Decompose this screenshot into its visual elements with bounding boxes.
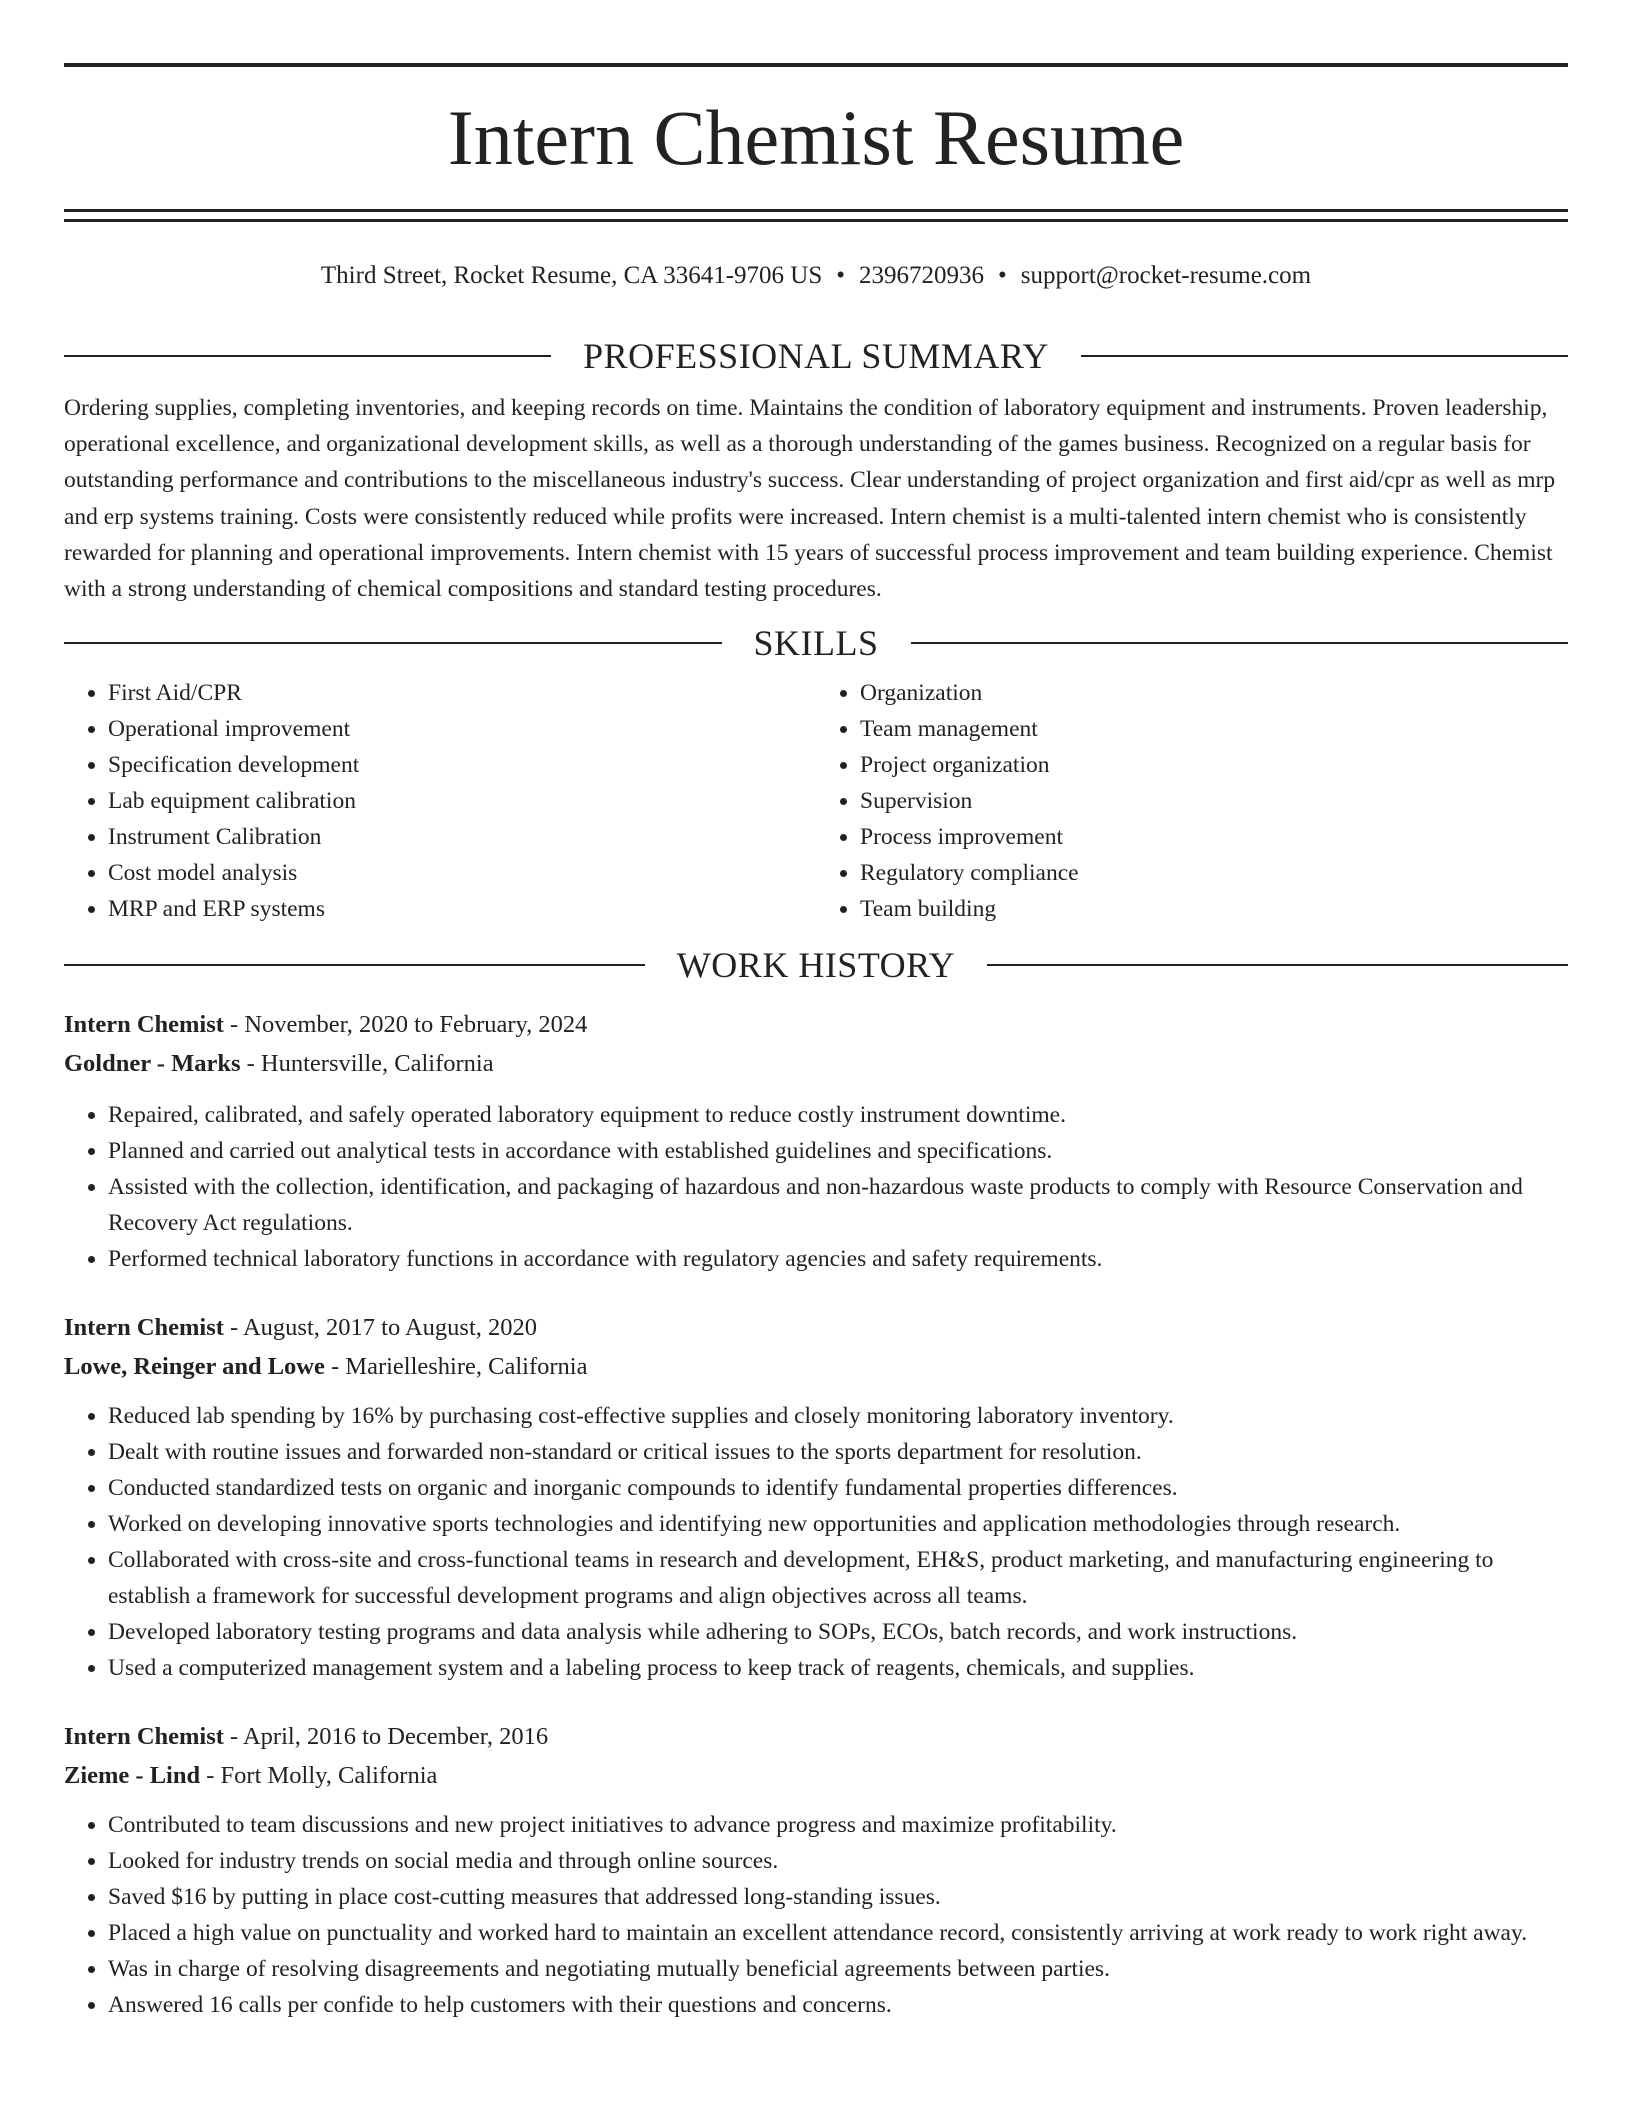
job-company-line <box>64 1044 1568 1083</box>
job-company-line <box>64 1347 1568 1386</box>
skills-column-right <box>816 675 1568 927</box>
job-bullet: • Answered 16 calls per confide to help customers with their questions and concerns. <box>108 1987 1568 2023</box>
skill-item: • Supervision <box>860 783 1568 819</box>
summary-text: Ordering supplies, completing inventories, and keeping records on time. Maintains the condition of laboratory equipment and instruments. Proven leadership, operational excellence, and organizational development skills, as well as a thorough understanding of the games business. Recognized on a regular basis for outstanding performance and contributions to the miscellaneous industry's success. Clear understanding of project organization and first aid/cpr as well as mrp and erp systems training. Costs were consistently reduced while profits were increased. Intern chemist is a multi-talented intern chemist who is consistently rewarded for planning and operational improvements. Intern chemist with 15 years of successful process improvement and team building experience. Chemist with a strong understanding of chemical compositions and standard testing procedures. <box>64 395 1556 603</box>
contact-separator: • <box>998 262 1007 289</box>
skills-list <box>64 675 1568 927</box>
job-bullet: • Repaired, calibrated, and safely operated laboratory equipment to reduce costly instrument downtime. <box>108 1097 1568 1133</box>
job-bullet: • Was in charge of resolving disagreements and negotiating mutually beneficial agreements between parties. <box>108 1951 1568 1987</box>
job-entry <box>64 1717 1568 2023</box>
job-bullet: • Used a computerized management system and a labeling process to keep track of reagents, chemicals, and supplies. <box>108 1650 1568 1686</box>
summary-heading-label: PROFESSIONAL SUMMARY <box>583 336 1049 376</box>
work-heading <box>64 943 1568 987</box>
job-company: Lowe, Reinger and Lowe <box>64 1353 325 1381</box>
heading-rule <box>911 642 1569 644</box>
job-title-line <box>64 1717 1568 1756</box>
job-title: Intern Chemist <box>64 1723 224 1751</box>
contact-address: Third Street, Rocket Resume, CA 33641-9706 US <box>320 262 823 289</box>
job-bullet: • Reduced lab spending by 16% by purchasing cost-effective supplies and closely monitoring laboratory inventory. <box>108 1398 1568 1434</box>
job-company: Zieme - Lind <box>64 1762 201 1790</box>
skill-item: • Lab equipment calibration <box>108 783 816 819</box>
job-bullets <box>64 1097 1568 1277</box>
heading-rule <box>64 355 551 357</box>
skill-item: • Organization <box>860 675 1568 711</box>
header-rule-lower <box>64 219 1568 222</box>
job-title: Intern Chemist <box>64 1314 224 1342</box>
contact-separator: • <box>836 262 846 289</box>
job-bullet: • Saved $16 by putting in place cost-cutting measures that addressed long-standing issues. <box>108 1879 1568 1915</box>
job-bullet: • Planned and carried out analytical tests in accordance with established guidelines and specifications. <box>108 1133 1568 1169</box>
header-rule-upper <box>64 209 1568 212</box>
skills-heading-label: SKILLS <box>753 623 879 664</box>
job-company-line <box>64 1756 1568 1795</box>
summary-heading <box>64 334 1568 378</box>
skills-column-left <box>64 675 816 927</box>
job-bullets <box>64 1807 1568 2023</box>
resume-page <box>64 0 1568 2023</box>
job-bullet: • Looked for industry trends on social media and through online sources. <box>108 1843 1568 1879</box>
job-entry <box>64 1308 1568 1686</box>
heading-rule <box>64 642 722 644</box>
job-bullet: • Performed technical laboratory functions in accordance with regulatory agencies and safety requirements. <box>108 1241 1568 1277</box>
skill-item: • Regulatory compliance <box>860 855 1568 891</box>
job-bullet: • Collaborated with cross-site and cross-functional teams in research and development, EH&S, product marketing, and manufacturing engineering to establish a framework for successful development programs and align objectives across all teams. <box>108 1542 1568 1614</box>
job-title: Intern Chemist <box>64 1011 224 1039</box>
page-title: Intern Chemist Resume <box>447 94 1185 181</box>
skills-heading <box>64 621 1568 665</box>
work-heading-label: WORK HISTORY <box>676 945 956 986</box>
job-entry <box>64 1005 1568 1277</box>
job-location: - Marielleshire, California <box>324 1353 588 1381</box>
job-dates: - August, 2017 to August, 2020 <box>223 1314 538 1342</box>
job-title-line <box>64 1005 1568 1044</box>
skill-item: • Team building <box>860 891 1568 927</box>
job-bullet: • Dealt with routine issues and forwarded non-standard or critical issues to the sports department for resolution. <box>108 1434 1568 1470</box>
job-dates: - November, 2020 to February, 2024 <box>223 1011 588 1039</box>
heading-rule <box>987 964 1568 966</box>
contact-line <box>64 258 1568 294</box>
job-bullet: • Placed a high value on punctuality and worked hard to maintain an excellent attendance record, consistently arriving at work ready to work right away. <box>108 1915 1568 1951</box>
job-bullet: • Worked on developing innovative sports technologies and identifying new opportunities and application methodologies through research. <box>108 1506 1568 1542</box>
skill-item: • Team management <box>860 711 1568 747</box>
skill-item: • Operational improvement <box>108 711 816 747</box>
job-bullet: • Assisted with the collection, identification, and packaging of hazardous and non-hazardous waste products to comply with Resource Conservation and Recovery Act regulations. <box>108 1169 1568 1241</box>
job-company: Goldner - Marks <box>64 1050 241 1078</box>
job-bullet: • Conducted standardized tests on organic and inorganic compounds to identify fundamental properties differences. <box>108 1470 1568 1506</box>
skill-item: • Project organization <box>860 747 1568 783</box>
skill-item: • First Aid/CPR <box>108 675 816 711</box>
job-dates: - April, 2016 to December, 2016 <box>223 1723 549 1751</box>
skill-item: • Process improvement <box>860 819 1568 855</box>
skill-item: • MRP and ERP systems <box>108 891 816 927</box>
job-bullets <box>64 1398 1568 1686</box>
job-bullet: • Contributed to team discussions and new project initiatives to advance progress and maximize profitability. <box>108 1807 1568 1843</box>
heading-rule <box>64 964 645 966</box>
skill-item: • Specification development <box>108 747 816 783</box>
heading-rule <box>1081 355 1568 357</box>
job-location: - Huntersville, California <box>240 1050 494 1078</box>
skill-item: • Cost model analysis <box>108 855 816 891</box>
job-title-line <box>64 1308 1568 1347</box>
job-location: - Fort Molly, California <box>200 1762 438 1790</box>
job-bullet: • Developed laboratory testing programs and data analysis while adhering to SOPs, ECOs, batch records, and work instructions. <box>108 1614 1568 1650</box>
skill-item: • Instrument Calibration <box>108 819 816 855</box>
contact-phone: 2396720936 <box>859 262 985 289</box>
contact-email: support@rocket-resume.com <box>1020 262 1312 289</box>
